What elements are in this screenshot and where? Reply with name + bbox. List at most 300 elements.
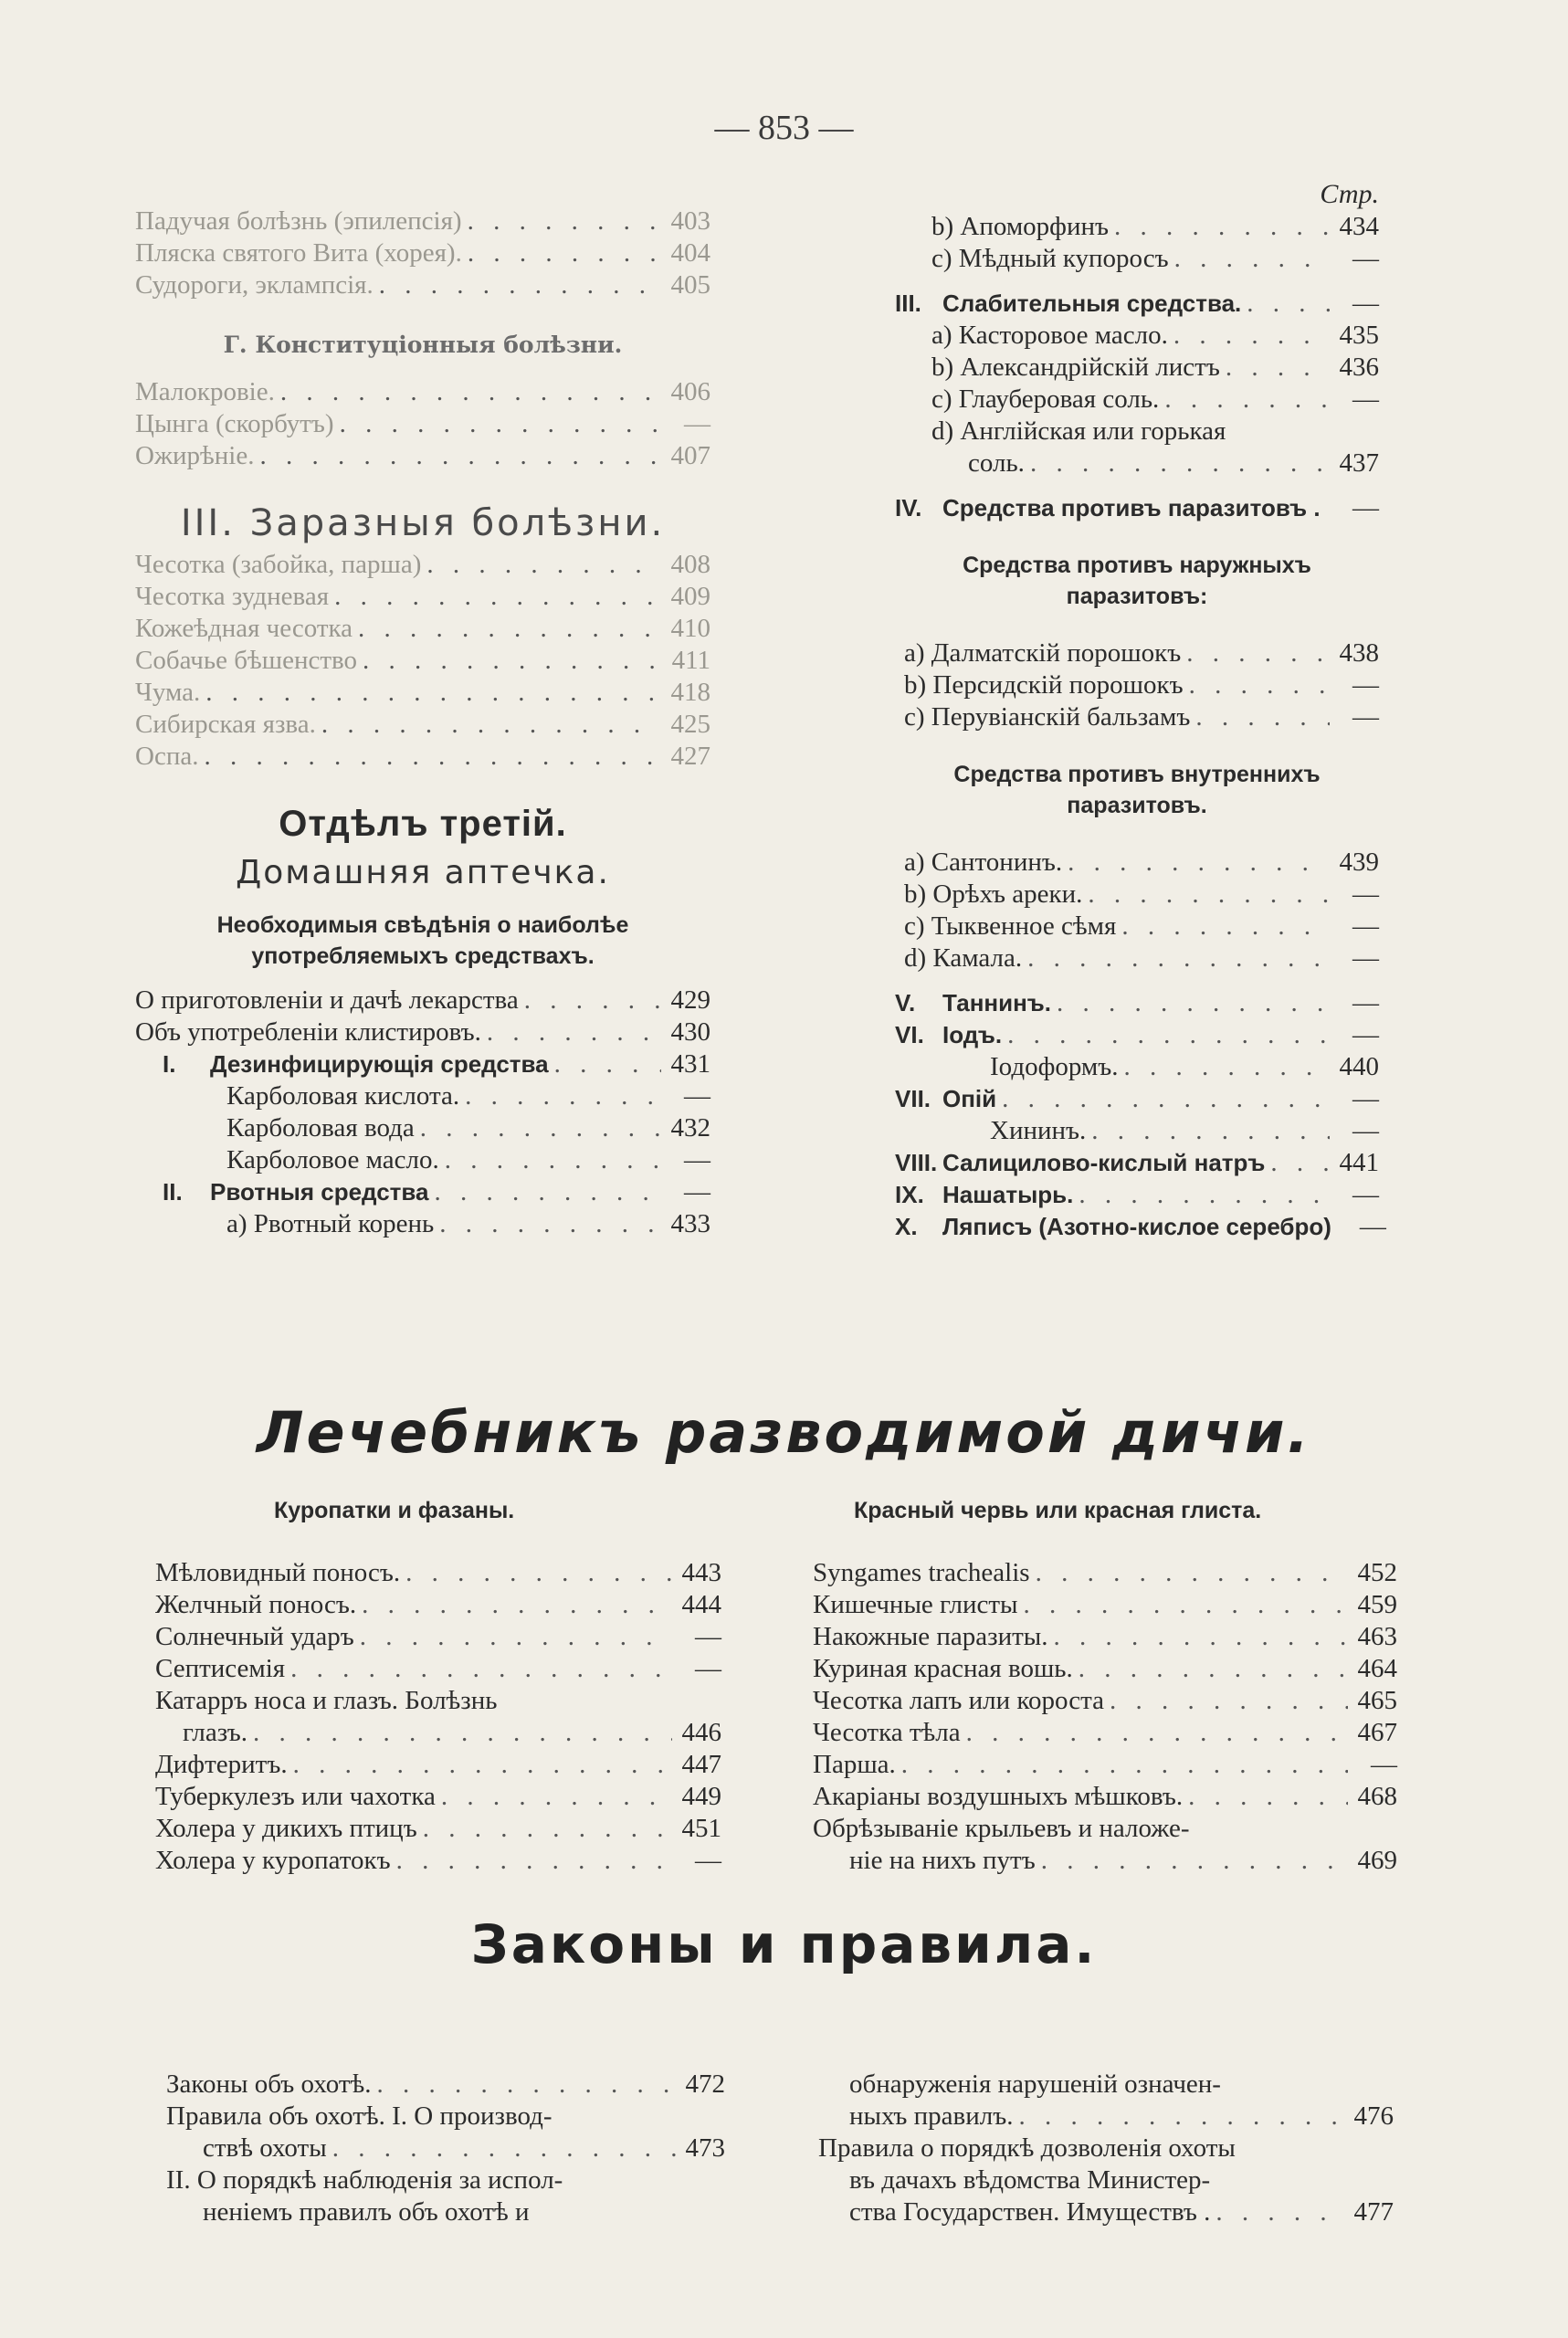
leader-dots [377, 2069, 676, 2101]
entry-label: b) Александрійскій листъ [931, 353, 1220, 382]
entry-label: Куриная красная вошь. [813, 1654, 1073, 1683]
entry-page: 440 [1339, 1052, 1379, 1081]
external-parasite-items [895, 637, 1379, 733]
external-heading-line2: паразитовъ: [1066, 584, 1208, 609]
entry-label: b) Апоморфинъ [931, 212, 1109, 241]
leader-dots [405, 1557, 672, 1589]
list-item [813, 1621, 1397, 1653]
pharmacy-list [135, 985, 710, 1048]
entry-label: c) Перувіанскій бальзамъ [904, 702, 1191, 732]
internal-parasite-items [895, 847, 1379, 974]
internal-heading-line1: Средства противъ внутреннихъ [953, 762, 1321, 787]
entry-text: Таннинъ. [942, 989, 1051, 1016]
list-item [813, 1781, 1397, 1813]
game-right-list [813, 1557, 1397, 1813]
entry-page: 434 [1339, 212, 1379, 241]
entry-label: Сибирская язва. [135, 710, 316, 739]
left-column-top [135, 205, 710, 1240]
leader-dots [293, 1749, 672, 1781]
list-item [895, 1147, 1379, 1179]
leader-dots [420, 1112, 661, 1144]
game-left-wrap-page: 446 [681, 1718, 721, 1747]
entry-label: Солнечный ударъ [155, 1622, 354, 1651]
entry-page: — [684, 1145, 710, 1174]
leader-dots [1164, 384, 1330, 416]
parasite-label: IV. Средства противъ паразитовъ . [895, 494, 1321, 521]
entry-text: Нашатырь. [942, 1181, 1074, 1208]
list-item [155, 1749, 721, 1781]
entry-label: a) Далматскій порошокъ [904, 638, 1182, 668]
leader-dots [1114, 211, 1330, 243]
entry-label: Холера у дикихъ птицъ [155, 1814, 417, 1843]
laxative-d-page: 437 [1339, 448, 1379, 478]
leader-dots [1036, 1557, 1348, 1589]
list-item [135, 613, 710, 645]
entry-page: 427 [670, 742, 710, 771]
internal-heading-line2: паразитовъ. [1067, 793, 1207, 818]
entry-page: 407 [670, 441, 710, 470]
entry-label: Карболовое масло. [226, 1145, 439, 1174]
leader-dots [1174, 243, 1330, 275]
entry-page: — [684, 1081, 710, 1111]
list-item [895, 847, 1379, 879]
entry-page: 411 [671, 646, 710, 675]
laxative-page: — [1352, 289, 1379, 318]
laws-left-wrap2-line1: II. О порядкѣ наблюденія за испол- [166, 2165, 563, 2195]
entry-page: 436 [1339, 353, 1379, 382]
leader-dots [1226, 352, 1330, 384]
list-item [135, 1080, 710, 1112]
laws-left-list [166, 2069, 725, 2101]
entry-label: Парша. [813, 1750, 896, 1779]
leader-dots [465, 1080, 661, 1112]
list-item [895, 911, 1379, 943]
entry-page: 443 [681, 1558, 721, 1587]
entry-label: Чесотка лапъ или короста [813, 1686, 1104, 1715]
leader-dots [1189, 669, 1330, 701]
entry-label: Накожные паразиты. [813, 1622, 1048, 1651]
emetic-label: II. Рвотныя средства [163, 1178, 429, 1206]
list-item [135, 677, 710, 709]
entry-page: 432 [670, 1113, 710, 1143]
entry-label: c) Мѣдный купоросъ [931, 244, 1169, 273]
list-item [813, 1589, 1397, 1621]
leader-dots [340, 408, 661, 440]
leader-dots [396, 1845, 672, 1877]
entry-roman: VII. [895, 1085, 931, 1112]
laxative-d-entry [895, 448, 1379, 479]
laws-right-column [818, 2069, 1394, 2228]
entry-label: Малокровіе. [135, 377, 275, 406]
entry-page: 433 [670, 1209, 710, 1238]
entry-label [895, 1211, 1331, 1243]
entry-page: 405 [670, 270, 710, 300]
entry-roman: VI. [895, 1021, 924, 1048]
game-right-heading: Красный червь или красная глиста. [854, 1498, 1262, 1523]
leader-dots [468, 205, 661, 237]
leader-dots [280, 376, 661, 408]
list-item [135, 1016, 710, 1048]
leader-dots [259, 440, 661, 472]
disinfect-items [135, 1080, 710, 1176]
list-item [135, 408, 710, 440]
list-item [895, 352, 1379, 384]
entry-page: 463 [1357, 1622, 1397, 1651]
info-heading-line1: Необходимыя свѣдѣнія о наиболѣе [216, 912, 629, 938]
entry-page: 452 [1357, 1558, 1397, 1587]
entry-label [942, 1115, 1086, 1147]
leader-dots [363, 645, 661, 677]
laws-section-heading: Законы и правила. [470, 1913, 1098, 1975]
entry-label: О приготовленіи и дачѣ лекарства [135, 985, 519, 1015]
entry-label: a) Сантонинъ. [904, 848, 1063, 877]
game-left-list-2 [155, 1749, 721, 1877]
entry-page: — [1359, 1212, 1386, 1241]
entry-label [895, 1019, 1002, 1051]
leader-dots [205, 677, 661, 709]
game-right-wrap-line2: ніе на нихъ путъ [849, 1846, 1036, 1875]
laws-left-column [166, 2069, 725, 2228]
entry-page: 444 [681, 1590, 721, 1619]
entry-page: — [695, 1846, 721, 1875]
disinfect-roman: I. Дезинфицирующія средства [163, 1050, 549, 1078]
entry-label [942, 1051, 1119, 1083]
laws-left-wrap1-line1: Правила объ охотѣ. I. О производ- [166, 2101, 552, 2131]
list-item [895, 1179, 1379, 1211]
entry-page: 435 [1339, 321, 1379, 350]
leader-dots [423, 1813, 672, 1845]
dept-title: Отдѣлъ третій. [279, 804, 567, 844]
list-item [135, 741, 710, 773]
disinfect-entry [135, 1048, 710, 1080]
list-item [813, 1749, 1397, 1781]
contagious-diseases-list [135, 549, 710, 773]
entry-label [895, 1179, 1073, 1211]
entry-label: Кишечные глисты [813, 1590, 1018, 1619]
list-item [155, 1621, 721, 1653]
entry-page: — [1352, 244, 1379, 273]
list-item [895, 1051, 1379, 1083]
list-item [895, 943, 1379, 974]
leader-dots [1124, 1051, 1330, 1083]
laws-left-wrap1-entry [166, 2133, 725, 2164]
leader-dots [379, 269, 661, 301]
game-left-column [155, 1557, 721, 1877]
game-section-heading: Лечебникъ разводимой дичи. [257, 1399, 1311, 1466]
entry-page: — [1352, 988, 1379, 1017]
entry-label: Чесотка зудневая [135, 582, 330, 611]
list-item [895, 1019, 1379, 1051]
game-left-wrap-line1: Катарръ носа и глазъ. Болѣзнь [155, 1686, 498, 1715]
list-item [895, 384, 1379, 416]
list-item [895, 1211, 1386, 1243]
leader-dots [1110, 1685, 1348, 1717]
entry-page: 403 [670, 206, 710, 236]
list-item [813, 1557, 1397, 1589]
game-right-wrap-page: 469 [1357, 1846, 1397, 1875]
entry-label: Чесотка тѣла [813, 1718, 961, 1747]
list-item [155, 1589, 721, 1621]
laws-right-wrap2-page: 477 [1353, 2197, 1394, 2227]
entry-label: c) Тыквенное сѣмя [904, 911, 1117, 941]
constitutional-diseases-list [135, 376, 710, 472]
entry-page: 468 [1357, 1782, 1397, 1811]
laws-right-wrap2-line3: ства Государствен. Имуществъ . [849, 2197, 1211, 2227]
right-column-top [895, 178, 1386, 1243]
entry-label [895, 987, 1051, 1019]
list-item [155, 1557, 721, 1589]
list-item [166, 2069, 725, 2101]
leader-dots [441, 1781, 672, 1813]
entry-page: 449 [681, 1782, 721, 1811]
entry-roman: V. [895, 989, 916, 1016]
entry-label: Желчный поносъ. [155, 1590, 357, 1619]
game-right-wrap-entry [813, 1845, 1397, 1877]
laws-right-wrap1-page: 476 [1353, 2101, 1394, 2131]
list-item [895, 669, 1379, 701]
list-item [135, 709, 710, 741]
game-left-wrap-entry [155, 1717, 721, 1749]
list-item [895, 211, 1379, 243]
entry-page: — [1352, 943, 1379, 973]
entry-text: Іодъ. [942, 1021, 1003, 1048]
list-item [895, 987, 1379, 1019]
leader-dots [1270, 1147, 1330, 1179]
laws-left-wrap1-line2: ствѣ охоты [203, 2133, 327, 2163]
list-item [895, 637, 1379, 669]
entry-page: 408 [670, 550, 710, 579]
entry-label: b) Персидскій порошокъ [904, 670, 1184, 700]
list-item [813, 1653, 1397, 1685]
entry-label: Карболовая вода [226, 1113, 415, 1143]
entry-page: — [695, 1654, 721, 1683]
list-item [135, 269, 710, 301]
leader-dots [1186, 637, 1330, 669]
leader-dots [334, 581, 661, 613]
leader-dots [360, 1621, 672, 1653]
entry-label: Цынга (скорбутъ) [135, 409, 334, 438]
emetic-items [135, 1208, 710, 1240]
entry-label: a) Касторовое масло. [931, 321, 1168, 350]
leader-dots [1079, 1653, 1348, 1685]
list-item [813, 1717, 1397, 1749]
entry-label: Объ употребленіи клистировъ. [135, 1017, 481, 1047]
list-item [135, 1144, 710, 1176]
game-left-heading: Куропатки и фазаны. [274, 1498, 515, 1523]
list-item [895, 1083, 1379, 1115]
list-item [135, 205, 710, 237]
entry-text: Опій [942, 1085, 997, 1112]
parasite-entry [895, 492, 1379, 524]
list-item [135, 645, 710, 677]
contagious-heading: III. Заразныя болѣзни. [180, 502, 666, 544]
leader-dots [487, 1016, 661, 1048]
game-left-list [155, 1557, 721, 1685]
entry-label: Законы объ охотѣ. [166, 2069, 372, 2099]
entry-page: — [1352, 879, 1379, 909]
laws-right-wrap1-line1: обнаруженія нарушеній означен- [849, 2069, 1221, 2099]
dept-subtitle: Домашняя аптечка. [236, 854, 610, 891]
laws-right-wrap2-line1: Правила о порядкѣ дозволенія охоты [818, 2133, 1236, 2163]
leader-dots [1027, 943, 1330, 974]
leader-dots [1121, 911, 1330, 943]
leader-dots [358, 613, 661, 645]
list-item [135, 581, 710, 613]
entry-page: 438 [1339, 638, 1379, 668]
entry-page: — [1352, 1116, 1379, 1145]
leader-dots [1195, 701, 1330, 733]
list-item [895, 701, 1379, 733]
leader-dots [1091, 1115, 1330, 1147]
parasite-page: — [1352, 493, 1379, 522]
entry-page: 459 [1357, 1590, 1397, 1619]
entry-page: 418 [670, 678, 710, 707]
leader-dots [1188, 1781, 1348, 1813]
entry-page: 464 [1357, 1654, 1397, 1683]
entry-page: — [1352, 1180, 1379, 1209]
entry-label: b) Орѣхъ ареки. [904, 879, 1083, 909]
external-heading-line1: Средства противъ наружныхъ [963, 553, 1311, 578]
entry-page: — [1371, 1750, 1397, 1779]
entry-label [895, 1147, 1265, 1179]
leader-dots [1068, 847, 1330, 879]
leader-dots [1057, 987, 1330, 1019]
entry-label: Дифтеритъ. [155, 1750, 288, 1779]
laws-left-wrap2-line2: неніемъ правилъ объ охотѣ и [203, 2197, 530, 2227]
entry-page: — [1352, 1020, 1379, 1049]
entry-page: 429 [670, 985, 710, 1015]
list-item [895, 879, 1379, 911]
entry-label: Септисемія [155, 1654, 286, 1683]
list-item [155, 1813, 721, 1845]
entry-page: 406 [670, 377, 710, 406]
entry-label: Оспа. [135, 742, 199, 771]
disinfect-page: 431 [670, 1049, 710, 1079]
entry-text: Хининъ. [990, 1116, 1087, 1145]
entry-page: 439 [1339, 848, 1379, 877]
entry-text: Іодоформъ. [990, 1052, 1119, 1081]
game-right-column [813, 1557, 1397, 1877]
leader-dots [901, 1749, 1348, 1781]
list-item [135, 1208, 710, 1240]
leader-dots [966, 1717, 1348, 1749]
list-item [155, 1653, 721, 1685]
entry-page: 465 [1357, 1686, 1397, 1715]
laxative-entry [895, 288, 1379, 320]
leader-dots [1024, 1589, 1349, 1621]
entry-label [895, 1083, 996, 1115]
leader-dots [321, 709, 661, 741]
constitutional-heading: Г. Конституціонныя болѣзни. [223, 332, 623, 358]
emetic-continued-list [895, 211, 1379, 275]
entry-label: Собачье бѣшенство [135, 646, 358, 675]
entry-label: Мѣловидный поносъ. [155, 1558, 401, 1587]
leader-dots [1088, 879, 1330, 911]
leader-dots [439, 1208, 661, 1240]
entry-text: Ляписъ (Азотно-кислое серебро) [942, 1213, 1331, 1240]
entry-page: — [1352, 384, 1379, 414]
entry-page: 467 [1357, 1718, 1397, 1747]
entry-page: 441 [1339, 1148, 1379, 1177]
laxative-label: III. Слабительныя средства. [895, 290, 1242, 317]
entry-label: Syngames trachealis [813, 1558, 1030, 1587]
list-item [135, 440, 710, 472]
entry-label: a) Рвотный корень [226, 1209, 435, 1238]
entry-label: Чума. [135, 678, 201, 707]
leader-dots [362, 1589, 672, 1621]
list-item [135, 1112, 710, 1144]
entry-page: — [684, 409, 710, 438]
entry-label: Туберкулезъ или чахотка [155, 1782, 436, 1811]
laws-right-wrap1-entry [818, 2101, 1394, 2133]
entry-roman: VIII. [895, 1149, 938, 1176]
leader-dots [1173, 320, 1330, 352]
entry-label: Карболовая кислота. [226, 1081, 460, 1111]
entry-label: c) Глауберовая соль. [931, 384, 1160, 414]
leader-dots [1079, 1179, 1330, 1211]
entry-roman: X. [895, 1213, 918, 1240]
entry-page: 451 [681, 1814, 721, 1843]
list-item [813, 1685, 1397, 1717]
leader-dots [204, 741, 661, 773]
page-column-label: Стр. [1320, 179, 1379, 209]
list-item [135, 376, 710, 408]
leader-dots [426, 549, 661, 581]
entry-label: d) Камала. [904, 943, 1023, 973]
game-left-wrap-line2: глазъ. [183, 1718, 247, 1747]
laxative-items [895, 320, 1379, 416]
entry-roman: IX. [895, 1181, 924, 1208]
entry-page: 409 [670, 582, 710, 611]
entry-page: 447 [681, 1750, 721, 1779]
entry-page: 404 [670, 238, 710, 268]
leader-dots [445, 1144, 661, 1176]
laxative-d-line1: d) Англійская или горькая [931, 416, 1226, 446]
emetic-entry [135, 1176, 710, 1208]
list-item [135, 549, 710, 581]
leader-dots [468, 237, 661, 269]
nervous-diseases-list [135, 205, 710, 301]
entry-page: — [1352, 670, 1379, 700]
entry-label: Акаріаны воздушныхъ мѣшковъ. [813, 1782, 1184, 1811]
entry-label: Чесотка (забойка, парша) [135, 550, 422, 579]
leader-dots [524, 985, 661, 1016]
list-item [155, 1781, 721, 1813]
entry-text: Салицилово-кислый натръ [942, 1149, 1266, 1176]
list-item [895, 320, 1379, 352]
leader-dots [290, 1653, 672, 1685]
leader-dots [1007, 1019, 1330, 1051]
entry-page: 425 [670, 710, 710, 739]
list-item [155, 1845, 721, 1877]
entry-page: — [695, 1622, 721, 1651]
entry-label: Пляска святого Вита (хорея). [135, 238, 462, 268]
entry-label: Ожирѣніе. [135, 441, 255, 470]
entry-page: 410 [670, 614, 710, 643]
info-heading-line2: употребляемыхъ средствахъ. [251, 943, 595, 969]
page-number: — 853 — [714, 109, 854, 147]
laxative-d-line2: соль. [968, 448, 1025, 478]
entry-label: Холера у куропатокъ [155, 1846, 391, 1875]
entry-page: — [1352, 911, 1379, 941]
laws-right-wrap2-entry [818, 2196, 1394, 2228]
roman-entries [895, 987, 1386, 1243]
entry-page: — [1352, 1084, 1379, 1113]
emetic-page: — [684, 1177, 710, 1206]
list-item [135, 985, 710, 1016]
entry-label: Падучая болѣзнь (эпилепсія) [135, 206, 462, 236]
laws-right-wrap1-line2: ныхъ правилъ. [849, 2101, 1014, 2131]
